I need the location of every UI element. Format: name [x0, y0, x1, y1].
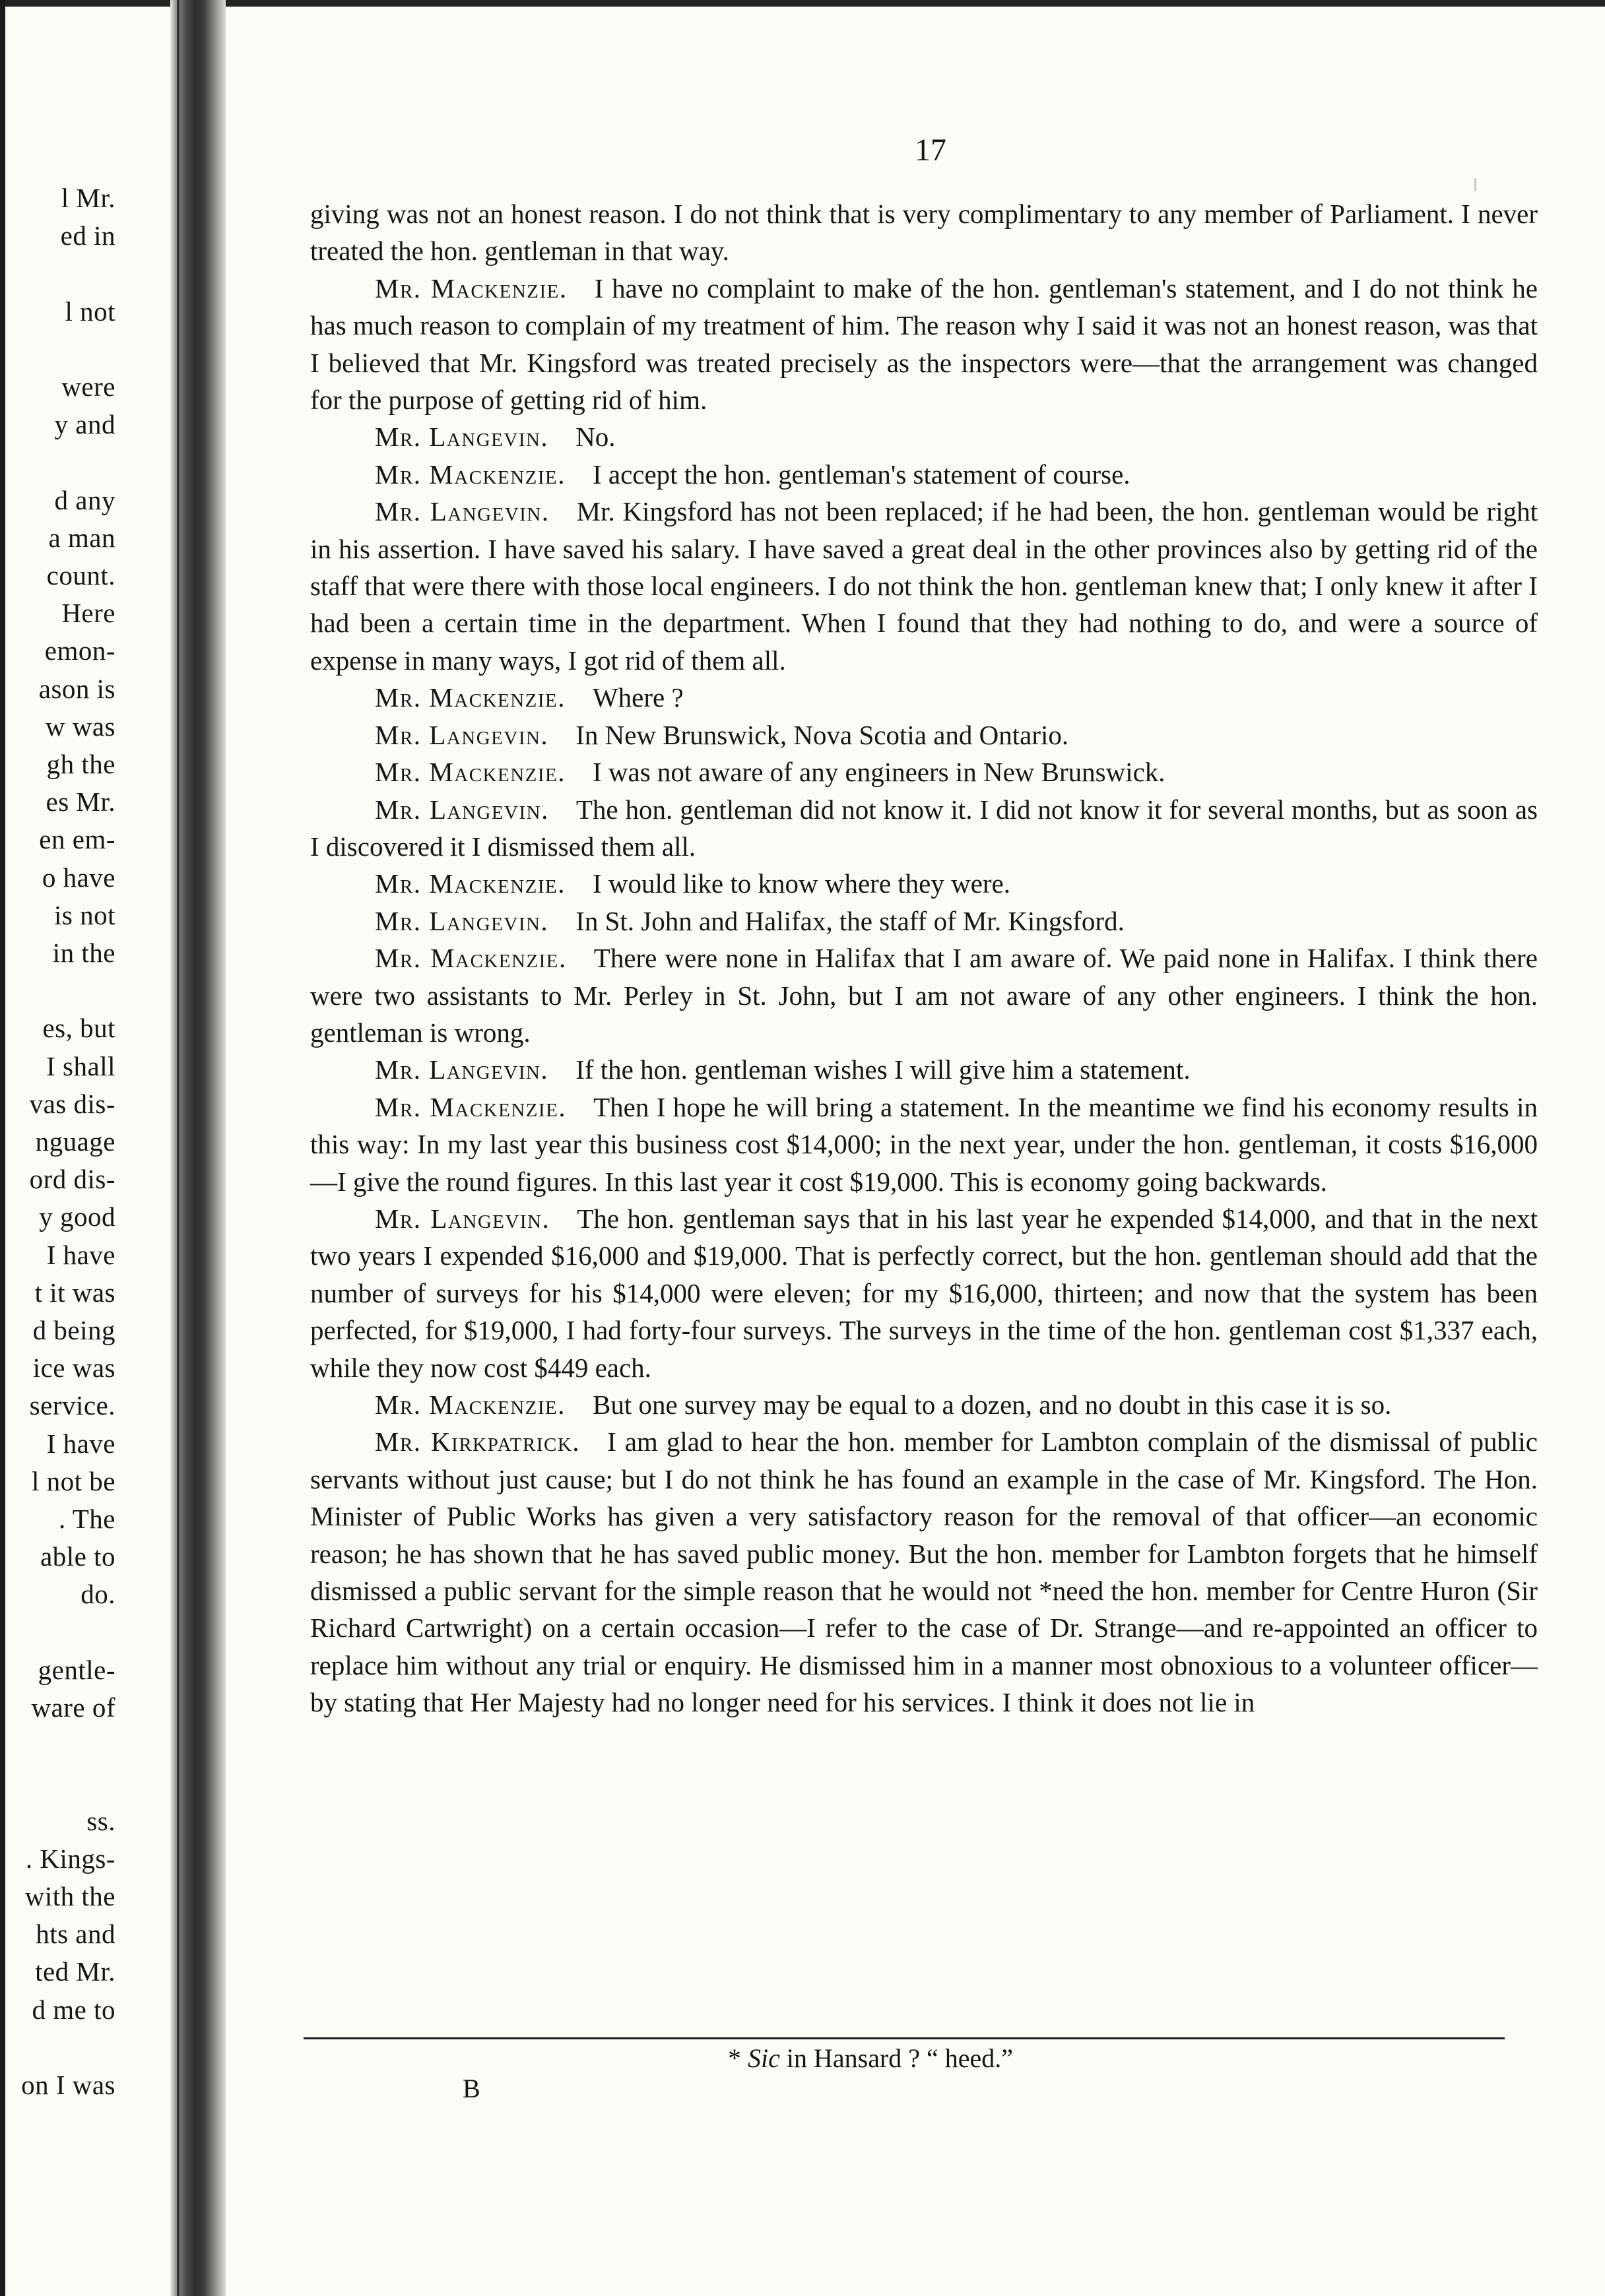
paragraph-text: There were none in Halifax that I am aware of. We paid none in Halifax. I think there were two assistants to Mr. Perley in St. John, but I am not aware of any other engineers. I think the hon. gentleman is wrong. — [310, 943, 1538, 1048]
paragraph — [310, 195, 1538, 270]
left-fragment-line: able to — [40, 1541, 115, 1572]
left-fragment-line: en em- — [39, 824, 115, 855]
left-fragment-line: in the — [52, 938, 115, 968]
left-fragment-line: y good — [39, 1201, 115, 1232]
paragraph — [310, 1423, 1538, 1721]
left-fragment-line: l not — [65, 296, 115, 327]
paragraph-text: Where ? — [592, 682, 684, 713]
left-fragment-line: I have — [46, 1428, 115, 1459]
footnote — [728, 2040, 1013, 2077]
speaker-name: Mr. Mackenzie. — [375, 272, 568, 303]
left-fragment-line: ware of — [31, 1692, 115, 1723]
left-fragment-line: ice was — [32, 1353, 115, 1384]
left-fragment-line: I shall — [46, 1050, 115, 1081]
paragraph — [310, 865, 1538, 902]
left-fragment-line: d any — [54, 484, 115, 515]
speaker-name: Mr. Langevin. — [375, 794, 549, 825]
paragraph-text: I have no complaint to make of the hon. gentleman's statement, and I do not think he has much reason to complain of my treatment of him. The reason why I said it was not an honest reason, was that I believed that Mr. Kingsford was treated precisely as the inspectors were—that the arrangement was changed for the purpose of getting rid of him. — [310, 272, 1538, 416]
left-fragment-line: w was — [45, 711, 115, 742]
left-fragment-line: a man — [48, 522, 115, 553]
left-fragment-line: on I was — [21, 2070, 115, 2100]
left-fragment-line: nguage — [35, 1126, 115, 1157]
paragraph — [310, 456, 1538, 493]
footnote-mark: * — [728, 2043, 741, 2073]
page-body — [310, 195, 1538, 1721]
paragraph-text: Then I hope he will bring a statement. In the meantime we find his economy results in this way: In my last year this business cost $14,000; in the next year, under the hon. gentleman, it costs $16,000—I give the round figures. In this last year it cost $19,000. This is economy going backwards. — [310, 1091, 1538, 1197]
paragraph-text: The hon. gentleman says that in his last year he expended $14,000, and that in the next two years I expended $16,000 and $19,000. That is perfectly correct, but the hon. gentleman should add that the number of surveys for his $14,000 were eleven; for my $16,000, thirteen; and now that the system has been perfected, for $19,000, I had forty-four surveys. The surveys in the time of the hon. gentleman cost $1,337 each, while they now cost $449 each. — [310, 1203, 1538, 1383]
page-number: 17 — [915, 133, 946, 168]
scan-border-top — [0, 0, 1605, 7]
speaker-name: Mr. Kirkpatrick. — [375, 1426, 581, 1457]
left-fragment-line: gh the — [46, 749, 115, 779]
left-fragment-line: gentle- — [38, 1654, 115, 1685]
left-fragment-line: do. — [81, 1579, 115, 1610]
left-fragment-line: d being — [32, 1315, 115, 1345]
footnote-rule — [304, 2037, 1505, 2039]
left-fragment-line: t it was — [34, 1277, 115, 1308]
paragraph-text: I was not aware of any engineers in New Brunswick. — [592, 757, 1165, 788]
speaker-name: Mr. Mackenzie. — [375, 868, 566, 899]
scan-speck — [1474, 178, 1476, 191]
paragraph-text: In New Brunswick, Nova Scotia and Ontario. — [575, 719, 1069, 750]
left-fragment-line: hts and — [36, 1919, 115, 1950]
paragraph — [310, 717, 1538, 753]
paragraph-text: I accept the hon. gentleman's statement of course. — [592, 459, 1130, 490]
left-fragment-line: es, but — [42, 1013, 115, 1044]
paragraph — [310, 753, 1538, 790]
paragraph — [310, 1051, 1538, 1088]
left-fragment-line: Here — [61, 598, 115, 629]
paragraph — [310, 903, 1538, 940]
paragraph — [310, 270, 1538, 419]
left-fragment-line: y and — [54, 409, 115, 440]
left-fragment-line: . The — [58, 1504, 115, 1534]
paragraph — [310, 1200, 1538, 1386]
left-fragment-line: l not be — [32, 1465, 115, 1496]
speaker-name: Mr. Mackenzie. — [375, 1389, 566, 1420]
left-fragment-line: d me to — [32, 1994, 115, 2025]
gutter-line — [177, 0, 180, 2296]
left-fragment-line: vas dis- — [29, 1088, 115, 1119]
left-fragment-line: ed in — [60, 220, 115, 251]
speaker-name: Mr. Langevin. — [375, 719, 549, 750]
left-fragment-line: I have — [46, 1239, 115, 1270]
left-fragment-line: es Mr. — [46, 786, 115, 817]
paragraph — [310, 418, 1538, 455]
speaker-name: Mr. Mackenzie. — [375, 459, 566, 490]
paragraph — [310, 1386, 1538, 1423]
left-fragment-line: is not — [54, 899, 115, 930]
speaker-name: Mr. Mackenzie. — [375, 682, 566, 713]
speaker-name: Mr. Langevin. — [375, 496, 550, 527]
paragraph-text: If the hon. gentleman wishes I will give him a statement. — [575, 1054, 1191, 1085]
speaker-name: Mr. Langevin. — [375, 422, 549, 453]
paragraph-text: Mr. Kingsford has not been replaced; if he had been, the hon. gentleman would be right in his assertion. I have saved his salary. I have saved a great deal in the other provinces also by getting rid of the staff that were there with those local engineers. I do not think the hon. gentleman knew that; I only knew it after I had been a certain time in the department. When I found that they had nothing to do, and were a source of expense in many ways, I got rid of them all. — [310, 496, 1538, 676]
paragraph-text: I am glad to hear the hon. member for Lambton complain of the dismissal of public servants without just cause; but I do not think he has found an example in the case of Mr. Kingsford. The Hon. Minister of Public Works has given a very satisfactory reason for the removal of that officer—an economic reason; he has shown that he has saved public money. But the hon. member for Lambton forgets that he himself dismissed a public servant for the simple reason that he would not *need the hon. member for Centre Huron (Sir Richard Cartwright) on a certain occasion—I refer to the case of Dr. Strange—and re-appointed an officer to replace him without any trial or enquiry. He dismissed him in a manner most obnoxious to a volunteer officer—by stating that Her Majesty had no longer need for his services. I think it does not lie in — [310, 1426, 1538, 1718]
speaker-name: Mr. Langevin. — [375, 1203, 550, 1234]
left-fragment-line: ord dis- — [29, 1164, 115, 1195]
left-fragment-line: emon- — [44, 635, 115, 666]
left-fragment-line: count. — [46, 560, 115, 590]
left-fragment-line: l Mr. — [61, 183, 115, 213]
left-fragment-line: ss. — [86, 1805, 115, 1836]
paragraph-text: But one survey may be equal to a dozen, and no doubt in this case it is so. — [592, 1389, 1392, 1420]
paragraph-text: giving was not an honest reason. I do not think that is very complimentary to any member of Parliament. I never treated the hon. gentleman in that way. — [310, 199, 1538, 267]
previous-page-fragments — [0, 0, 165, 2296]
left-fragment-line: were — [61, 371, 115, 402]
speaker-name: Mr. Langevin. — [375, 905, 549, 936]
paragraph — [310, 1089, 1538, 1200]
speaker-name: Mr. Mackenzie. — [375, 757, 566, 788]
left-fragment-line: o have — [42, 862, 115, 893]
left-fragment-line: with the — [24, 1881, 115, 1911]
paragraph-text: No. — [575, 422, 616, 453]
speaker-name: Mr. Mackenzie. — [375, 943, 567, 974]
speaker-name: Mr. Mackenzie. — [375, 1091, 567, 1122]
paragraph — [310, 679, 1538, 716]
left-fragment-line: service. — [29, 1390, 115, 1421]
footnote-text: in Hansard ? “ heed.” — [786, 2043, 1014, 2073]
paragraph — [310, 493, 1538, 679]
paragraph-text: I would like to know where they were. — [592, 868, 1011, 899]
footnote-italic: Sic — [748, 2043, 780, 2073]
left-fragment-line: ted Mr. — [35, 1956, 115, 1987]
paragraph-text: The hon. gentleman did not know it. I did not know it for several months, but as soon as I discovered it I dismissed them all. — [310, 794, 1538, 862]
paragraph — [310, 791, 1538, 866]
paragraph-text: In St. John and Halifax, the staff of Mr. Kingsford. — [575, 905, 1125, 936]
paragraph — [310, 940, 1538, 1051]
left-fragment-line: ason is — [38, 673, 115, 704]
signature-mark: B — [463, 2074, 480, 2103]
left-fragment-line: . Kings- — [25, 1843, 115, 1874]
speaker-name: Mr. Langevin. — [375, 1054, 549, 1085]
